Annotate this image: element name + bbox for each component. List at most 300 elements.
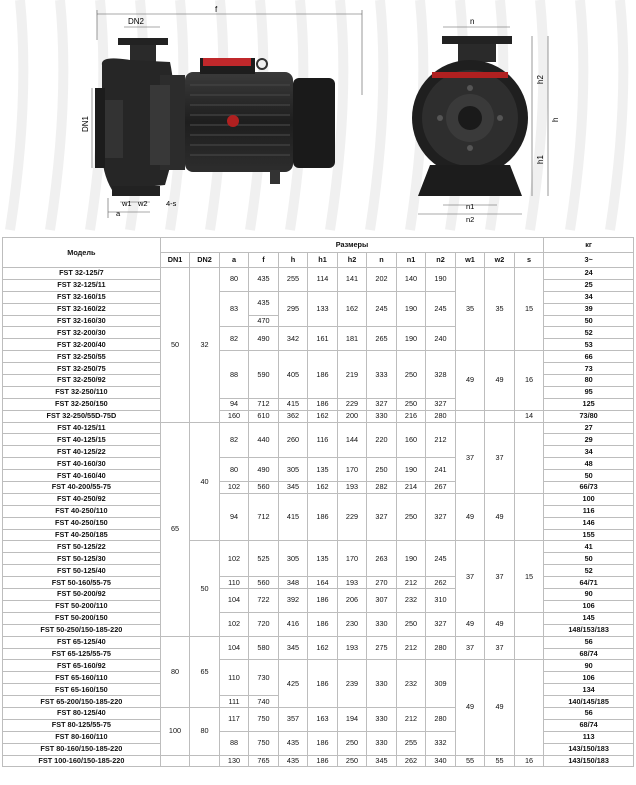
table-cell: 415 <box>278 398 308 410</box>
table-cell: 216 <box>396 410 426 422</box>
table-cell: 245 <box>426 291 456 327</box>
table-cell: 219 <box>337 351 367 399</box>
column-header: DN1 <box>160 253 190 268</box>
table-cell: FST 40-160/40 <box>3 470 161 482</box>
table-cell <box>514 660 544 755</box>
dim-label-w2: w2 <box>138 199 148 208</box>
mass-subheader: 3~ <box>544 253 634 268</box>
table-cell: 212 <box>426 422 456 458</box>
column-header: s <box>514 253 544 268</box>
table-cell: 41 <box>544 541 634 553</box>
table-cell: 16 <box>514 351 544 410</box>
table-cell: 130 <box>219 755 249 767</box>
table-cell: 328 <box>426 351 456 399</box>
table-cell: 34 <box>544 446 634 458</box>
table-cell: FST 32-125/11 <box>3 279 161 291</box>
table-cell: 80 <box>219 268 249 292</box>
table-cell: 49 <box>455 493 485 541</box>
table-cell: 275 <box>367 636 397 660</box>
table-cell: 740 <box>249 696 279 708</box>
table-row <box>3 612 634 624</box>
table-cell: 40 <box>190 422 220 541</box>
table-cell: 262 <box>396 755 426 767</box>
table-cell: 750 <box>249 707 279 731</box>
table-cell: 470 <box>249 315 279 327</box>
table-cell: 94 <box>219 493 249 541</box>
table-cell: 102 <box>219 541 249 577</box>
table-row <box>3 422 634 434</box>
table-cell: 16 <box>514 755 544 767</box>
table-cell: 37 <box>455 541 485 612</box>
table-cell <box>455 410 485 422</box>
table-cell <box>514 493 544 541</box>
dim-label-dn1: DN1 <box>81 115 90 132</box>
table-cell: FST 80-125/40 <box>3 707 161 719</box>
table-cell: 65 <box>190 636 220 707</box>
table-cell: FST 100-160/150-185-220 <box>3 755 161 767</box>
table-cell: FST 40-250/185 <box>3 529 161 541</box>
dim-label-f: f <box>215 5 218 14</box>
table-cell: 305 <box>278 541 308 577</box>
table-cell: 155 <box>544 529 634 541</box>
table-cell: 90 <box>544 589 634 601</box>
table-cell: 24 <box>544 268 634 280</box>
table-cell: FST 50-160/55-75 <box>3 577 161 589</box>
table-cell: 250 <box>396 612 426 636</box>
table-cell: FST 40-250/150 <box>3 517 161 529</box>
table-cell: FST 50-125/30 <box>3 553 161 565</box>
table-cell: 125 <box>544 398 634 410</box>
table-cell: 162 <box>308 482 338 494</box>
table-cell: 113 <box>544 731 634 743</box>
table-cell: 65 <box>160 422 190 636</box>
table-cell: 202 <box>367 268 397 292</box>
table-cell: 190 <box>396 291 426 327</box>
table-cell: 280 <box>426 410 456 422</box>
table-cell: 245 <box>426 541 456 577</box>
table-cell: 415 <box>278 493 308 541</box>
dim-label-a: a <box>116 209 121 218</box>
table-row <box>3 268 634 280</box>
table-cell: 610 <box>249 410 279 422</box>
table-cell: 245 <box>367 291 397 327</box>
table-cell: 327 <box>426 493 456 541</box>
table-cell: FST 40-250/110 <box>3 505 161 517</box>
table-row <box>3 410 634 422</box>
table-cell: 250 <box>337 731 367 755</box>
table-cell: 32 <box>190 268 220 423</box>
table-cell: 53 <box>544 339 634 351</box>
table-cell: 37 <box>485 541 515 612</box>
table-cell: FST 65-160/92 <box>3 660 161 672</box>
column-header: n2 <box>426 253 456 268</box>
table-cell: 250 <box>367 458 397 482</box>
table-cell: FST 40-125/22 <box>3 446 161 458</box>
table-cell: 135 <box>308 541 338 577</box>
table-cell: FST 50-125/22 <box>3 541 161 553</box>
table-cell: 56 <box>544 636 634 648</box>
table-cell <box>190 755 220 767</box>
table-cell: 295 <box>278 291 308 327</box>
table-cell: 267 <box>426 482 456 494</box>
table-cell: 241 <box>426 458 456 482</box>
table-cell: 342 <box>278 327 308 351</box>
dim-label-n1: n1 <box>466 202 475 211</box>
table-cell: FST 40-125/11 <box>3 422 161 434</box>
table-cell: FST 32-125/7 <box>3 268 161 280</box>
table-cell: FST 40-200/55-75 <box>3 482 161 494</box>
table-cell: 55 <box>455 755 485 767</box>
table-cell: 162 <box>308 410 338 422</box>
table-cell: FST 32-250/150 <box>3 398 161 410</box>
table-cell: 590 <box>249 351 279 399</box>
table-cell: 327 <box>426 612 456 636</box>
table-cell: 90 <box>544 660 634 672</box>
table-cell: 720 <box>249 612 279 636</box>
table-cell: 425 <box>278 660 308 708</box>
table-cell: 712 <box>249 493 279 541</box>
table-cell: 116 <box>544 505 634 517</box>
table-cell: FST 40-160/30 <box>3 458 161 470</box>
table-cell: 190 <box>396 458 426 482</box>
table-row <box>3 541 634 553</box>
table-cell: 163 <box>308 707 338 731</box>
table-cell: FST 40-125/15 <box>3 434 161 446</box>
table-cell: FST 50-250/150-185-220 <box>3 624 161 636</box>
table-cell: FST 40-250/92 <box>3 493 161 505</box>
table-row <box>3 660 634 672</box>
table-row <box>3 493 634 505</box>
table-cell: 135 <box>308 458 338 482</box>
column-header: h1 <box>308 253 338 268</box>
table-cell: 250 <box>337 755 367 767</box>
table-cell: 80 <box>544 375 634 387</box>
table-cell: 83 <box>219 291 249 327</box>
table-row <box>3 351 634 363</box>
table-cell: 262 <box>426 577 456 589</box>
table-cell: 435 <box>249 268 279 292</box>
table-cell: FST 80-125/55-75 <box>3 719 161 731</box>
table-cell: FST 32-200/40 <box>3 339 161 351</box>
column-header: a <box>219 253 249 268</box>
table-cell: 186 <box>308 660 338 708</box>
table-cell: 82 <box>219 327 249 351</box>
table-cell: 327 <box>426 398 456 410</box>
table-cell: 104 <box>219 636 249 660</box>
table-cell: 330 <box>367 660 397 708</box>
table-cell: 35 <box>455 268 485 351</box>
table-cell: 102 <box>219 482 249 494</box>
table-cell: 114 <box>308 268 338 292</box>
table-cell: 116 <box>308 422 338 458</box>
table-cell: 186 <box>308 398 338 410</box>
table-cell: FST 32-250/55 <box>3 351 161 363</box>
table-cell: FST 50-200/110 <box>3 600 161 612</box>
table-cell: 170 <box>337 458 367 482</box>
table-cell: 146 <box>544 517 634 529</box>
table-cell: 193 <box>337 482 367 494</box>
sizes-header: Размеры <box>160 238 544 253</box>
table-cell: 435 <box>249 291 279 315</box>
column-header: DN2 <box>190 253 220 268</box>
table-cell: 186 <box>308 351 338 399</box>
table-cell: 730 <box>249 660 279 696</box>
table-cell: 73 <box>544 363 634 375</box>
table-cell: 106 <box>544 600 634 612</box>
table-cell: 212 <box>396 636 426 660</box>
table-cell <box>514 636 544 660</box>
table-cell: FST 50-125/40 <box>3 565 161 577</box>
table-cell: 161 <box>308 327 338 351</box>
table-cell: 255 <box>396 731 426 755</box>
table-cell: FST 32-250/55D-75D <box>3 410 161 422</box>
table-cell: 712 <box>249 398 279 410</box>
table-cell: 50 <box>544 553 634 565</box>
table-cell: 140/145/185 <box>544 696 634 708</box>
table-cell: 49 <box>485 493 515 541</box>
table-cell: FST 32-160/30 <box>3 315 161 327</box>
table-cell: 206 <box>337 589 367 613</box>
table-cell: 110 <box>219 660 249 696</box>
table-cell <box>514 612 544 636</box>
table-cell: 66/73 <box>544 482 634 494</box>
table-cell: 190 <box>396 327 426 351</box>
table-cell: 37 <box>485 636 515 660</box>
table-cell: 143/150/183 <box>544 743 634 755</box>
table-cell: 270 <box>367 577 397 589</box>
table-cell: 110 <box>219 577 249 589</box>
table-cell: 49 <box>455 612 485 636</box>
table-cell: FST 50-200/92 <box>3 589 161 601</box>
table-cell: 50 <box>544 315 634 327</box>
table-cell: 141 <box>337 268 367 292</box>
table-cell: 162 <box>308 636 338 660</box>
table-cell: FST 65-160/150 <box>3 684 161 696</box>
table-cell: 340 <box>426 755 456 767</box>
dim-label-h1: h1 <box>536 155 545 164</box>
table-cell: 212 <box>396 707 426 731</box>
table-cell: 392 <box>278 589 308 613</box>
table-cell: 440 <box>249 422 279 458</box>
column-header: w1 <box>455 253 485 268</box>
table-cell: FST 32-250/75 <box>3 363 161 375</box>
table-cell: FST 50-200/150 <box>3 612 161 624</box>
table-cell: 186 <box>308 589 338 613</box>
column-header: n1 <box>396 253 426 268</box>
table-cell: 80 <box>190 707 220 755</box>
table-cell: FST 32-160/22 <box>3 303 161 315</box>
table-cell: 345 <box>278 482 308 494</box>
table-cell: 345 <box>278 636 308 660</box>
table-cell: 50 <box>544 470 634 482</box>
table-cell: 49 <box>455 660 485 755</box>
table-cell: 348 <box>278 577 308 589</box>
table-cell: 190 <box>426 268 456 292</box>
table-cell: 580 <box>249 636 279 660</box>
table-cell: 68/74 <box>544 719 634 731</box>
table-cell: 200 <box>337 410 367 422</box>
table-cell: 250 <box>396 351 426 399</box>
table-cell: 332 <box>426 731 456 755</box>
table-cell: 186 <box>308 731 338 755</box>
table-cell: 280 <box>426 707 456 731</box>
table-cell: 330 <box>367 612 397 636</box>
table-cell: 327 <box>367 398 397 410</box>
table-cell: 560 <box>249 577 279 589</box>
table-cell: 239 <box>337 660 367 708</box>
table-cell: 88 <box>219 351 249 399</box>
table-cell: 212 <box>396 577 426 589</box>
table-cell: 133 <box>308 291 338 327</box>
table-cell: FST 65-125/40 <box>3 636 161 648</box>
column-header: h2 <box>337 253 367 268</box>
table-cell: 560 <box>249 482 279 494</box>
table-cell: FST 32-200/30 <box>3 327 161 339</box>
table-cell: 56 <box>544 707 634 719</box>
table-cell: 160 <box>219 410 249 422</box>
table-cell: 765 <box>249 755 279 767</box>
table-cell: 416 <box>278 612 308 636</box>
table-cell: 162 <box>337 291 367 327</box>
table-cell: 50 <box>190 541 220 636</box>
table-cell: 405 <box>278 351 308 399</box>
table-cell: 106 <box>544 672 634 684</box>
table-cell: 194 <box>337 707 367 731</box>
table-cell: 39 <box>544 303 634 315</box>
table-cell: 280 <box>426 636 456 660</box>
table-cell: 29 <box>544 434 634 446</box>
table-cell: 64/71 <box>544 577 634 589</box>
dim-label-n2: n2 <box>466 215 475 224</box>
dim-label-w1: w1 <box>122 199 132 208</box>
table-cell: 330 <box>367 410 397 422</box>
column-header: w2 <box>485 253 515 268</box>
table-cell: FST 32-250/110 <box>3 386 161 398</box>
table-cell: 164 <box>308 577 338 589</box>
pump-dimension-drawing <box>0 0 636 232</box>
table-cell: 95 <box>544 386 634 398</box>
table-cell: 186 <box>308 493 338 541</box>
table-cell: 193 <box>337 636 367 660</box>
table-cell: 49 <box>485 612 515 636</box>
table-cell: 229 <box>337 493 367 541</box>
table-cell: 214 <box>396 482 426 494</box>
table-cell: FST 65-125/55-75 <box>3 648 161 660</box>
table-cell: 435 <box>278 731 308 755</box>
table-cell: FST 80-160/110 <box>3 731 161 743</box>
table-cell <box>514 422 544 493</box>
table-cell: 73/80 <box>544 410 634 422</box>
table-cell: 134 <box>544 684 634 696</box>
table-cell: 186 <box>308 755 338 767</box>
table-cell: 181 <box>337 327 367 351</box>
table-cell: 750 <box>249 731 279 755</box>
table-cell: 143/150/183 <box>544 755 634 767</box>
table-cell: 722 <box>249 589 279 613</box>
table-cell: 100 <box>544 493 634 505</box>
table-cell: 229 <box>337 398 367 410</box>
table-cell <box>160 755 190 767</box>
table-cell: 144 <box>337 422 367 458</box>
model-header: Модель <box>3 238 161 268</box>
table-cell: 80 <box>160 636 190 707</box>
table-cell: 435 <box>278 755 308 767</box>
table-cell: 88 <box>219 731 249 755</box>
table-cell: 82 <box>219 422 249 458</box>
table-cell: 37 <box>485 422 515 493</box>
column-header: h <box>278 253 308 268</box>
table-cell: 263 <box>367 541 397 577</box>
table-cell: 305 <box>278 458 308 482</box>
table-cell: 102 <box>219 612 249 636</box>
table-cell: FST 65-160/110 <box>3 672 161 684</box>
table-cell: 48 <box>544 458 634 470</box>
table-cell: 49 <box>485 351 515 410</box>
table-cell: 362 <box>278 410 308 422</box>
table-cell: 490 <box>249 327 279 351</box>
table-cell: 25 <box>544 279 634 291</box>
table-cell: 307 <box>367 589 397 613</box>
table-cell: 220 <box>367 422 397 458</box>
table-cell: 49 <box>455 351 485 410</box>
table-cell: 330 <box>367 707 397 731</box>
column-header: f <box>249 253 279 268</box>
dim-label-h2: h2 <box>536 75 545 84</box>
table-cell: 260 <box>278 422 308 458</box>
table-cell: 35 <box>485 268 515 351</box>
dim-label-4s: 4-s <box>166 199 177 208</box>
table-cell: FST 32-250/92 <box>3 375 161 387</box>
table-cell: 230 <box>337 612 367 636</box>
table-cell: FST 32-160/15 <box>3 291 161 303</box>
dim-label-h: h <box>551 117 560 122</box>
pump-dimensions-table <box>2 237 634 767</box>
table-cell: 333 <box>367 351 397 399</box>
table-cell: 37 <box>455 422 485 493</box>
table-cell: 250 <box>396 493 426 541</box>
table-cell: 50 <box>160 268 190 423</box>
table-cell: 193 <box>337 577 367 589</box>
table-cell: 34 <box>544 291 634 303</box>
table-cell: 52 <box>544 327 634 339</box>
table-cell: 140 <box>396 268 426 292</box>
table-cell: 80 <box>219 458 249 482</box>
table-cell: 282 <box>367 482 397 494</box>
table-cell: 55 <box>485 755 515 767</box>
table-cell: 525 <box>249 541 279 577</box>
table-cell <box>485 410 515 422</box>
table-cell: 145 <box>544 612 634 624</box>
table-cell: FST 65-200/150-185-220 <box>3 696 161 708</box>
table-row <box>3 636 634 648</box>
table-cell: 330 <box>367 731 397 755</box>
dim-label-n: n <box>470 17 475 26</box>
table-cell: 117 <box>219 707 249 731</box>
table-cell: 148/153/183 <box>544 624 634 636</box>
table-cell: 310 <box>426 589 456 613</box>
table-cell: 68/74 <box>544 648 634 660</box>
table-cell: FST 80-160/150-185-220 <box>3 743 161 755</box>
table-cell: 232 <box>396 660 426 708</box>
table-cell: 15 <box>514 541 544 612</box>
table-cell: 15 <box>514 268 544 351</box>
table-cell: 250 <box>396 398 426 410</box>
column-header: n <box>367 253 397 268</box>
table-cell: 357 <box>278 707 308 731</box>
mass-header: кг <box>544 238 634 253</box>
table-cell: 309 <box>426 660 456 708</box>
table-cell: 66 <box>544 351 634 363</box>
